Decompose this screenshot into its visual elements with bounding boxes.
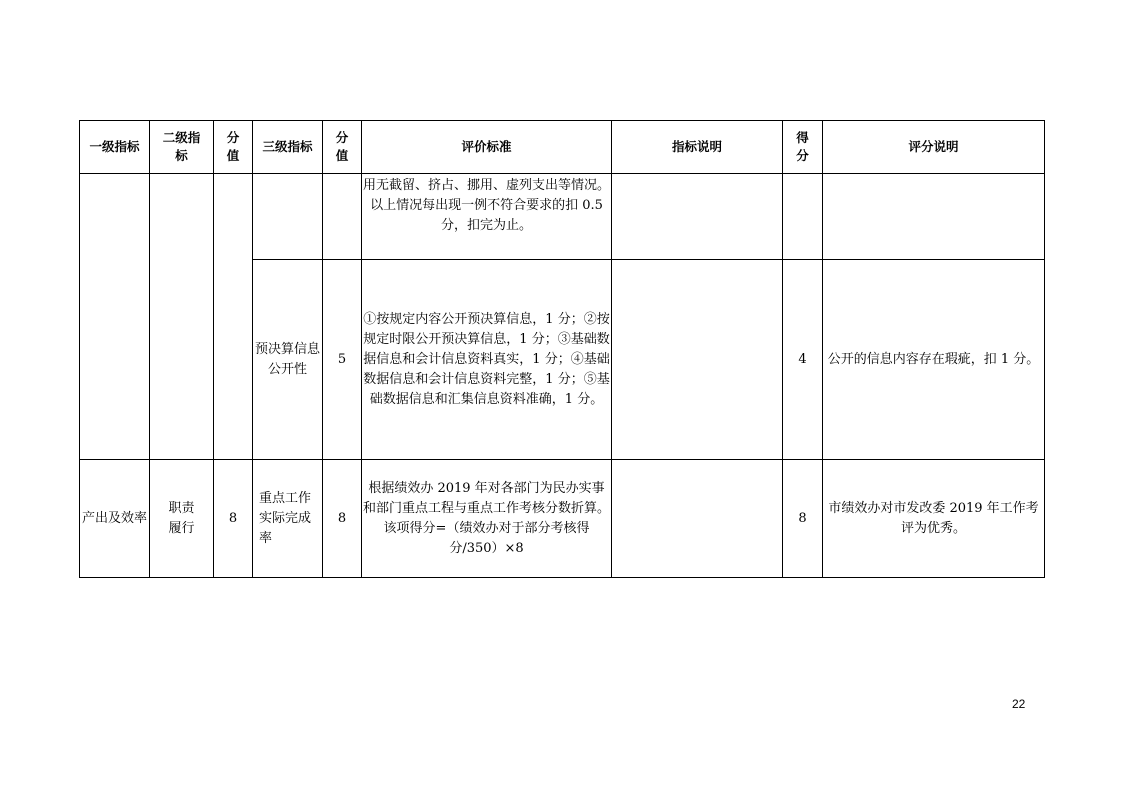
criteria-cell: 用无截留、挤占、挪用、虚列支出等情况。以上情况每出现一例不符合要求的扣 0.5 分，扣完为止。 — [362, 174, 612, 260]
explanation-cell — [823, 174, 1045, 260]
criteria-cell: ①按规定内容公开预决算信息，1 分；②按规定时限公开预决算信息，1 分；③基础数据信息和会计信息资料真实，1 分；④基础数据信息和会计信息资料完整，1 分；⑤基础数据信息和汇集信息资料准确，1 分。 — [362, 260, 612, 460]
level2-cell — [150, 174, 214, 460]
criteria-cell: 根据绩效办 2019 年对各部门为民办实事和部门重点工程与重点工作考核分数折算。该项得分=（绩效办对于部分考核得分/350）×8 — [362, 460, 612, 578]
header-level2: 二级指标 — [150, 121, 214, 174]
header-description: 指标说明 — [612, 121, 783, 174]
description-cell — [612, 460, 783, 578]
points-cell — [783, 174, 823, 260]
level1-cell — [80, 174, 150, 460]
score1-cell: 8 — [214, 460, 253, 578]
level1-cell: 产出及效率 — [80, 460, 150, 578]
level3-cell: 预决算信息公开性 — [253, 260, 323, 460]
score3-cell: 8 — [323, 460, 362, 578]
header-explanation: 评分说明 — [823, 121, 1045, 174]
page-number: 22 — [1012, 697, 1026, 711]
explanation-cell: 公开的信息内容存在瑕疵，扣 1 分。 — [823, 260, 1045, 460]
level3-cell — [253, 174, 323, 260]
points-cell: 8 — [783, 460, 823, 578]
header-level3: 三级指标 — [253, 121, 323, 174]
score3-cell — [323, 174, 362, 260]
level2-cell: 职责履行 — [150, 460, 214, 578]
header-points: 得分 — [783, 121, 823, 174]
header-score1: 分值 — [214, 121, 253, 174]
header-score3: 分值 — [323, 121, 362, 174]
description-cell — [612, 174, 783, 260]
points-cell: 4 — [783, 260, 823, 460]
header-row — [80, 121, 1045, 174]
evaluation-table — [79, 120, 1045, 578]
header-criteria: 评价标准 — [362, 121, 612, 174]
description-cell — [612, 260, 783, 460]
table-row — [80, 460, 1045, 578]
table-row — [80, 174, 1045, 260]
score3-cell: 5 — [323, 260, 362, 460]
header-level1: 一级指标 — [80, 121, 150, 174]
score1-cell — [214, 174, 253, 460]
level3-cell: 重点工作实际完成率 — [253, 460, 323, 578]
explanation-cell: 市绩效办对市发改委 2019 年工作考评为优秀。 — [823, 460, 1045, 578]
